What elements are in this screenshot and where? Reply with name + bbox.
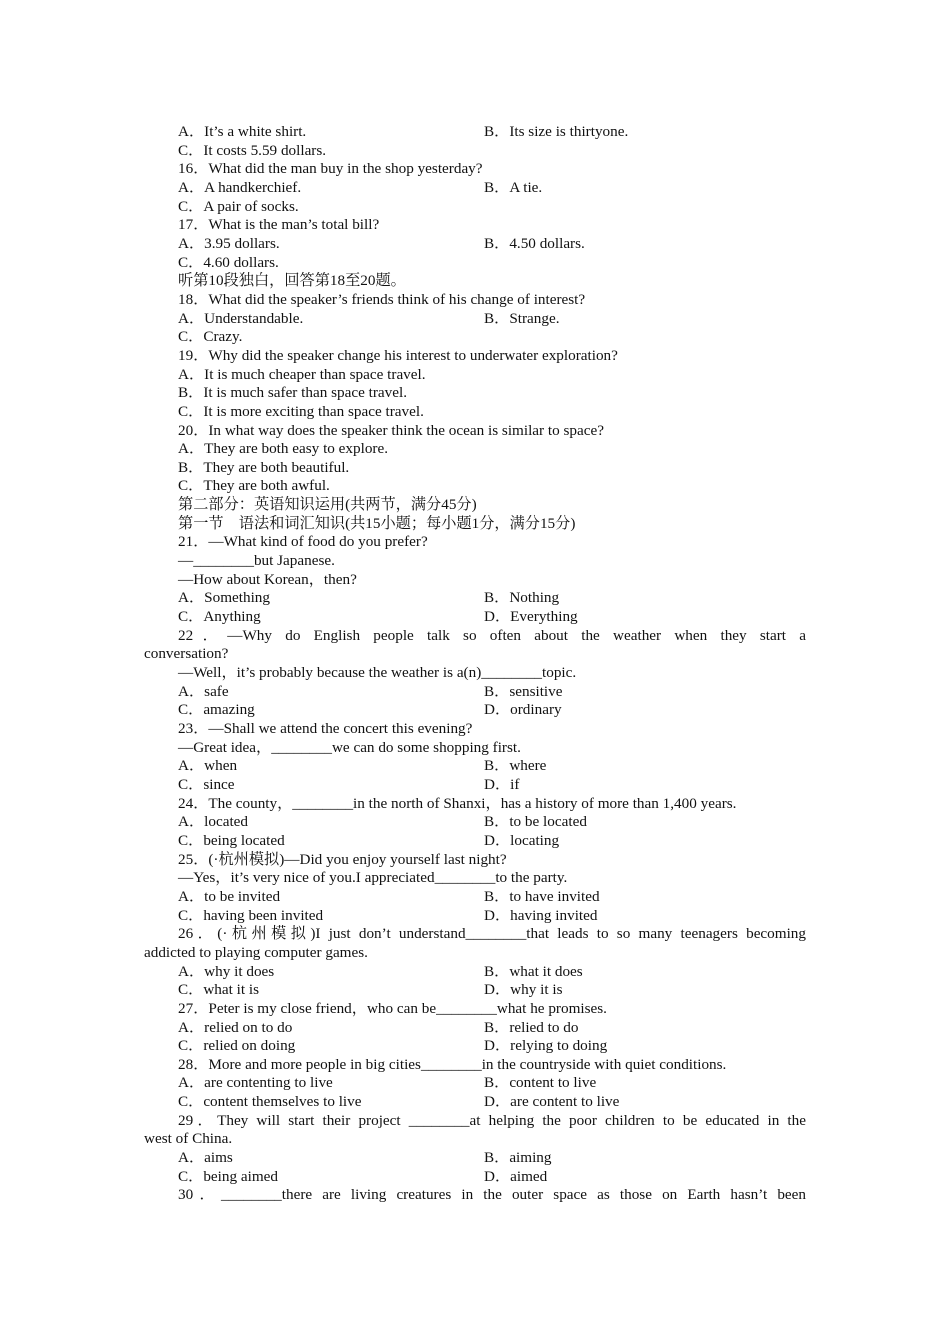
question-line: 30．________there are living creatures in the outer space as those on Earth hasn’t been <box>178 1186 806 1204</box>
option-left: C．having been invited <box>178 906 324 924</box>
option-right: B．to be located <box>484 813 587 831</box>
option-left: C．since <box>178 775 235 793</box>
option-line: C．4.60 dollars. <box>178 253 279 271</box>
option-line: A．It is much cheaper than space travel. <box>178 365 426 383</box>
option-right: B．to have invited <box>484 887 600 905</box>
question-continuation: addicted to playing computer games. <box>144 943 368 961</box>
option-row <box>144 179 806 198</box>
question-continuation: west of China. <box>144 1130 233 1148</box>
option-right: D．aimed <box>484 1167 548 1185</box>
option-left: A．aims <box>178 1149 233 1167</box>
question-line: —Great idea，________we can do some shopping first. <box>178 738 521 756</box>
option-row <box>144 1037 806 1056</box>
option-row <box>144 235 806 254</box>
option-left: A．are contenting to live <box>178 1074 333 1092</box>
option-left: A．A handkerchief. <box>178 178 302 196</box>
option-right: B．aiming <box>484 1149 552 1167</box>
option-row <box>144 1168 806 1187</box>
option-row <box>144 123 806 142</box>
question-line: 21．—What kind of food do you prefer? <box>178 533 428 551</box>
option-right: D．locating <box>484 831 560 849</box>
question-line: 25．(·杭州模拟)—Did you enjoy yourself last night? <box>178 850 507 868</box>
option-left: A．located <box>178 813 249 831</box>
option-row <box>144 589 806 608</box>
option-left: A．why it does <box>178 962 275 980</box>
option-left: A．relied on to do <box>178 1018 293 1036</box>
option-row <box>144 1019 806 1038</box>
option-row <box>144 310 806 329</box>
option-line: B．They are both beautiful. <box>178 458 350 476</box>
option-right: D．if <box>484 775 520 793</box>
question-line: 22．—Why do English people talk so often about the weather when they start a <box>178 626 806 644</box>
option-right: D．relying to doing <box>484 1037 608 1055</box>
question-line: —Well，it’s probably because the weather is a(n)________topic. <box>178 664 577 682</box>
option-line: C．It is more exciting than space travel. <box>178 402 424 420</box>
question-line: —Yes，it’s very nice of you.I appreciated________to the party. <box>178 869 568 887</box>
option-right: B．sensitive <box>484 682 563 700</box>
option-line: C．They are both awful. <box>178 477 330 495</box>
option-left: A．Understandable. <box>178 309 304 327</box>
option-left: A．Something <box>178 589 270 607</box>
option-left: C．being located <box>178 831 285 849</box>
question-continuation: conversation? <box>144 645 229 663</box>
section-heading: 听第10段独白，回答第18至20题。 <box>178 272 406 290</box>
option-row <box>144 963 806 982</box>
option-row <box>144 608 806 627</box>
option-row <box>144 888 806 907</box>
option-row <box>144 1093 806 1112</box>
option-line: C．A pair of socks. <box>178 197 299 215</box>
option-right: B．content to live <box>484 1074 597 1092</box>
option-right: D．having invited <box>484 906 598 924</box>
option-left: A．It’s a white shirt. <box>178 123 307 140</box>
option-row <box>144 701 806 720</box>
option-line: B．It is much safer than space travel. <box>178 384 407 402</box>
option-left: C．relied on doing <box>178 1037 296 1055</box>
option-line: A．They are both easy to explore. <box>178 440 389 458</box>
document-page <box>144 123 806 1205</box>
option-left: A．when <box>178 757 238 775</box>
question-line: 19．Why did the speaker change his interest to underwater exploration? <box>178 346 618 364</box>
option-right: D．Everything <box>484 608 578 626</box>
question-line: 28．More and more people in big cities________in the countryside with quiet conditions. <box>178 1055 727 1073</box>
option-row <box>144 757 806 776</box>
question-line: 17．What is the man’s total bill? <box>178 216 380 234</box>
option-row <box>144 683 806 702</box>
option-row <box>144 1149 806 1168</box>
option-row <box>144 907 806 926</box>
option-right: B．where <box>484 757 547 775</box>
section-heading: 第一节 语法和词汇知识(共15小题；每小题1分，满分15分) <box>178 514 576 532</box>
question-line: 29．They will start their project ________at helping the poor children to be educated in the <box>178 1111 806 1129</box>
question-line: 24．The county，________in the north of Shanxi，has a history of more than 1,400 years. <box>178 794 737 812</box>
question-line: 20．In what way does the speaker think the ocean is similar to space? <box>178 421 604 439</box>
option-left: C．amazing <box>178 701 255 719</box>
option-right: B．Strange. <box>484 309 560 327</box>
option-right: B．Nothing <box>484 589 560 607</box>
option-left: C．Anything <box>178 608 261 626</box>
option-row <box>144 813 806 832</box>
section-heading: 第二部分：英语知识运用(共两节，满分45分) <box>178 496 477 514</box>
question-line: 18．What did the speaker’s friends think of his change of interest? <box>178 290 586 308</box>
option-line: C．Crazy. <box>178 328 243 346</box>
question-line: 26．(·杭州模拟)I just don’t understand________that leads to so many teenagers becoming <box>178 925 806 943</box>
question-line: 16．What did the man buy in the shop yesterday? <box>178 160 483 178</box>
option-right: D．ordinary <box>484 701 562 719</box>
option-left: A．safe <box>178 682 229 700</box>
option-left: A．3.95 dollars. <box>178 234 280 252</box>
question-line: 27．Peter is my close friend，who can be________what he promises. <box>178 999 607 1017</box>
option-left: C．what it is <box>178 981 260 999</box>
option-right: B．A tie. <box>484 178 543 196</box>
option-right: D．are content to live <box>484 1093 620 1111</box>
option-left: C．being aimed <box>178 1167 278 1185</box>
option-row <box>144 776 806 795</box>
option-right: B．4.50 dollars. <box>484 234 585 252</box>
question-line: —________but Japanese. <box>178 552 335 570</box>
option-right: B．relied to do <box>484 1018 579 1036</box>
option-line: C．It costs 5.59 dollars. <box>178 141 327 159</box>
option-right: D．why it is <box>484 981 563 999</box>
option-row <box>144 1074 806 1093</box>
question-line: 23．—Shall we attend the concert this evening? <box>178 720 473 737</box>
option-right: B．what it does <box>484 962 583 980</box>
option-right: B．Its size is thirtyone. <box>484 123 629 140</box>
option-left: A．to be invited <box>178 887 281 905</box>
option-row <box>144 832 806 851</box>
option-row <box>144 981 806 1000</box>
question-line: —How about Korean，then? <box>178 570 357 588</box>
option-left: C．content themselves to live <box>178 1093 362 1111</box>
